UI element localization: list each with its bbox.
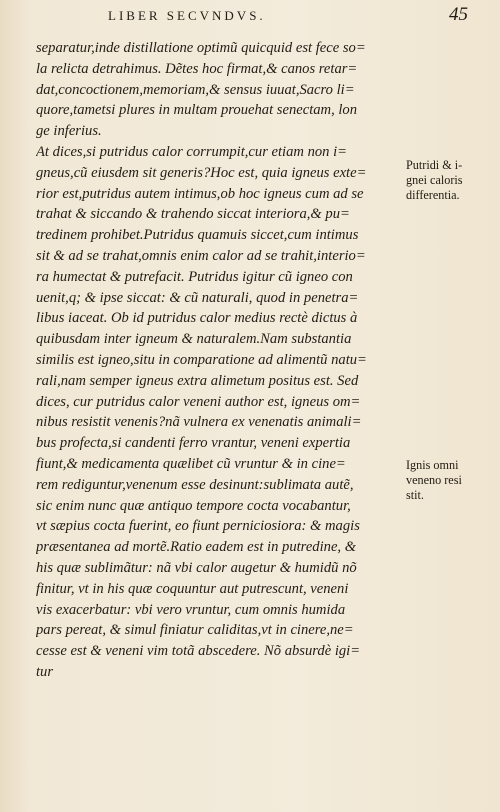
text-line: libus iaceat. Ob id putridus calor medius rectè dictus à: [36, 310, 358, 327]
margin-note-line: Ignis omni: [406, 458, 459, 472]
margin-note-line: Putridi & i-: [406, 158, 463, 172]
text-line: separatur,inde distillatione optimũ quicquid est fece so=: [36, 40, 366, 56]
running-head: LIBER SECVNDVS.: [108, 8, 266, 23]
text-line: ra humectat & putrefacit. Putridus igitur cũ igneo con: [36, 268, 353, 285]
text-line: sic enim nunc quæ antiquo tempore cocta vocabantur,: [36, 497, 351, 514]
margin-note-line: veneno resi: [406, 473, 462, 487]
text-line: At dices,si putridus calor corrumpit,cur etiam non i=: [36, 143, 348, 160]
margin-note-line: stit.: [406, 488, 424, 502]
text-line: vis exacerbatur: vbi vero vruntur, cum omnis humida: [36, 601, 346, 618]
text-line: bus profecta,si candenti ferro vrantur, veneni expertia: [36, 435, 351, 452]
text-line: rali,nam semper igneus extra alimetum positus est. Sed: [36, 372, 359, 389]
text-line: dices, cur putridus calor veneni author est, igneus om=: [36, 393, 361, 410]
text-line: rem rediguntur,venenum esse desinunt:sublimata autẽ,: [36, 476, 354, 493]
text-line: sit & ad se trahat,omnis enim calor ad se trahit,interio=: [36, 247, 366, 264]
text-line: nibus resistit venenis?nã vulnera ex venenatis animali=: [36, 414, 362, 431]
page-header: [108, 4, 468, 30]
text-line: dat,concoctionem,memoriam,& sensus iuuat,Sacro li=: [36, 81, 355, 98]
text-line: quibusdam inter igneum & naturalem.Nam substantia: [36, 331, 352, 348]
text-line: fiunt,& medicamenta quælibet cũ vruntur & in cine=: [36, 455, 346, 472]
margin-note: [406, 158, 496, 203]
text-line: uenit,q; & ipse siccat: & cũ naturali, quod in penetra=: [36, 289, 359, 306]
text-line: vt sæpius cocta fuerint, eo fiunt perniciosiora: & magis: [36, 518, 360, 535]
text-line: gneus,cũ eiusdem sit generis?Hoc est, quia igneus exte=: [36, 164, 367, 181]
text-line: la relicta detrahimus. Dẽtes hoc firmat,& canos retar=: [36, 60, 358, 77]
margin-note: [406, 458, 496, 503]
text-line: rior est,putridus autem intimus,ob hoc igneus cum ad se: [36, 185, 364, 202]
text-line: tredinem prohibet.Putridus quamuis siccet,cum intimus: [36, 227, 359, 244]
text-line: his quæ sublimãtur: nã vbi calor augetur & humidũ nõ: [36, 559, 357, 576]
text-line: finitur, vt in his quæ coquuntur aut putrescunt, veneni: [36, 580, 349, 597]
text-line: tur: [36, 663, 54, 680]
text-line: quore,tametsi plures in multam prouehat senectam, lon: [36, 102, 358, 119]
text-line: pars pereat, & simul finiatur caliditas,vt in cinere,ne=: [36, 622, 354, 639]
text-line: præsentanea ad mortẽ.Ratio eadem est in putredine, &: [36, 539, 357, 556]
text-line: trahat & siccando & trahendo siccat interiora,& pu=: [36, 206, 350, 223]
page-number: 45: [449, 4, 468, 25]
text-line: ge inferius.: [36, 123, 102, 140]
text-line: similis est igneo,situ in comparatione ad alimentũ natu=: [36, 351, 367, 368]
margin-note-line: gnei caloris: [406, 173, 463, 187]
body-text: [36, 38, 398, 683]
text-line: cesse est & veneni vim totã abscedere. Nõ absurdè igi=: [36, 643, 361, 660]
margin-note-line: differentia.: [406, 188, 460, 202]
